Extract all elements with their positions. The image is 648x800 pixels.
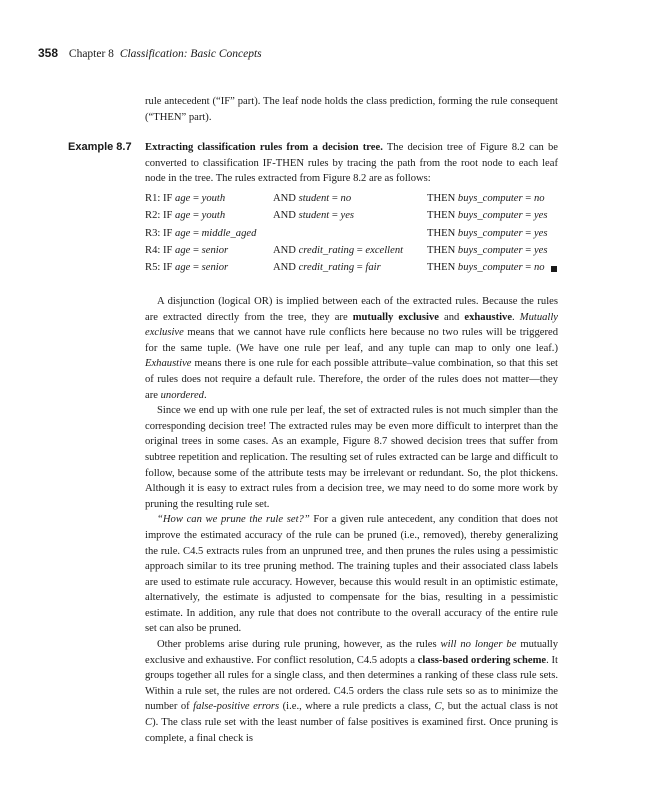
rule-and-condition: AND student = yes <box>273 210 355 222</box>
paragraph-prune-rule-set: “How can we prune the rule set?” For a given rule antecedent, any condition that does not improve the estimated accuracy of the rule can be pruned (i.e., removed), thereby generalizing the rule. C4.5 extracts rules from an unpruned tree, and then prunes the rules using a pessimistic approach similar to its tree pruning method. The training tuples and their associated class labels are used to estimate rule accuracy. However, because this would result in an optimistic estimate, alternatively, the estimate is adjusted to compensate for the bias, resulting in a pessimistic estimate. In addition, any rule that does not contribute to the overall accuracy of the entire rule set can also be pruned. <box>145 514 558 635</box>
rule-and-condition: AND credit_rating = excellent <box>273 244 404 256</box>
paragraph-one-rule-per-leaf: Since we end up with one rule per leaf, the set of extracted rules is not much simpler than the corresponding decision tree! The extracted rules may be even more difficult to interpret than the original trees in some cases. As an example, Figure 8.7 showed decision trees that suffer from subtree repetition and replication. The resulting set of rules extracted can be large and difficult to follow, because some of the attribute tests may be irrelevant or redundant. So, the plot thickens. Although it is easy to extract rules from a decision tree, we may need to do some more work by pruning the resulting rule set. <box>145 405 558 510</box>
rule-condition: R1: IF age = youth <box>145 193 226 204</box>
paragraph-disjunction: A disjunction (logical OR) is implied between each of the extracted rules. Because the rules are extracted directly from the tree, they are mutually exclusive and exhaustive. Mutually exclusive means that we cannot have rule conflicts here because no two rules will be triggered for the same tuple. (We have one rule per leaf, and any tuple can map to only one leaf.) Exhaustive means there is one rule for each possible attribute–value combination, so that this set of rules does not require a default rule. Therefore, the order of the rules does not matter—they are unordered. <box>145 296 558 401</box>
intro-paragraph <box>145 94 558 125</box>
example-label: Example 8.7 <box>68 141 132 153</box>
example-text: The decision tree of Figure 8.2 can be converted to classification IF-THEN rules by tracing the path from the root node to each leaf node in the tree. The rules extracted from Figure 8.2 are as follows: <box>145 142 558 185</box>
rule-row <box>145 262 560 279</box>
rule-condition: R2: IF age = youth <box>145 210 226 222</box>
rule-condition: R5: IF age = senior <box>145 262 229 274</box>
rule-row <box>145 228 560 245</box>
intro-text: rule antecedent (“IF” part). The leaf node holds the class prediction, forming the rule consequent (“THEN” part). <box>145 96 558 123</box>
running-header <box>38 46 262 60</box>
rule-consequent: THEN buys_computer = yes <box>427 244 548 256</box>
rule-row <box>145 210 560 227</box>
rule-consequent: THEN buys_computer = yes <box>427 210 548 222</box>
rule-consequent: THEN buys_computer = no <box>427 262 545 274</box>
chapter-title: Classification: Basic Concepts <box>119 48 262 60</box>
page-number: 358 <box>38 46 59 60</box>
rule-condition: R3: IF age = middle_aged <box>145 227 257 239</box>
rule-row <box>145 245 560 262</box>
chapter-label: Chapter 8 <box>68 48 114 60</box>
rule-condition: R4: IF age = senior <box>145 244 229 256</box>
example-paragraph <box>145 140 558 187</box>
rule-and-condition: AND student = no <box>273 193 352 204</box>
rule-consequent: THEN buys_computer = no <box>427 193 545 204</box>
rule-consequent: THEN buys_computer = yes <box>427 227 548 239</box>
paragraph-rule-pruning-problems: Other problems arise during rule pruning, however, as the rules will no longer be mutually exclusive and exhaustive. For conflict resolution, C4.5 adopts a class-based ordering scheme. It groups together all rules for a single class, and then determines a ranking of these class rule sets. Within a rule set, the rules are not ordered. C4.5 orders the class rule sets so as to minimize the number of false-positive errors (i.e., where a rule predicts a class, C, but the actual class is not C). The class rule set with the least number of false positives is examined first. Once pruning is complete, a final check is <box>145 639 559 744</box>
rule-row <box>145 193 560 210</box>
body-text <box>145 294 558 746</box>
rule-and-condition: AND credit_rating = fair <box>273 262 381 274</box>
rules-list <box>145 193 560 279</box>
example-title: Extracting classification rules from a decision tree. <box>145 142 383 153</box>
end-of-example-icon <box>551 266 557 272</box>
